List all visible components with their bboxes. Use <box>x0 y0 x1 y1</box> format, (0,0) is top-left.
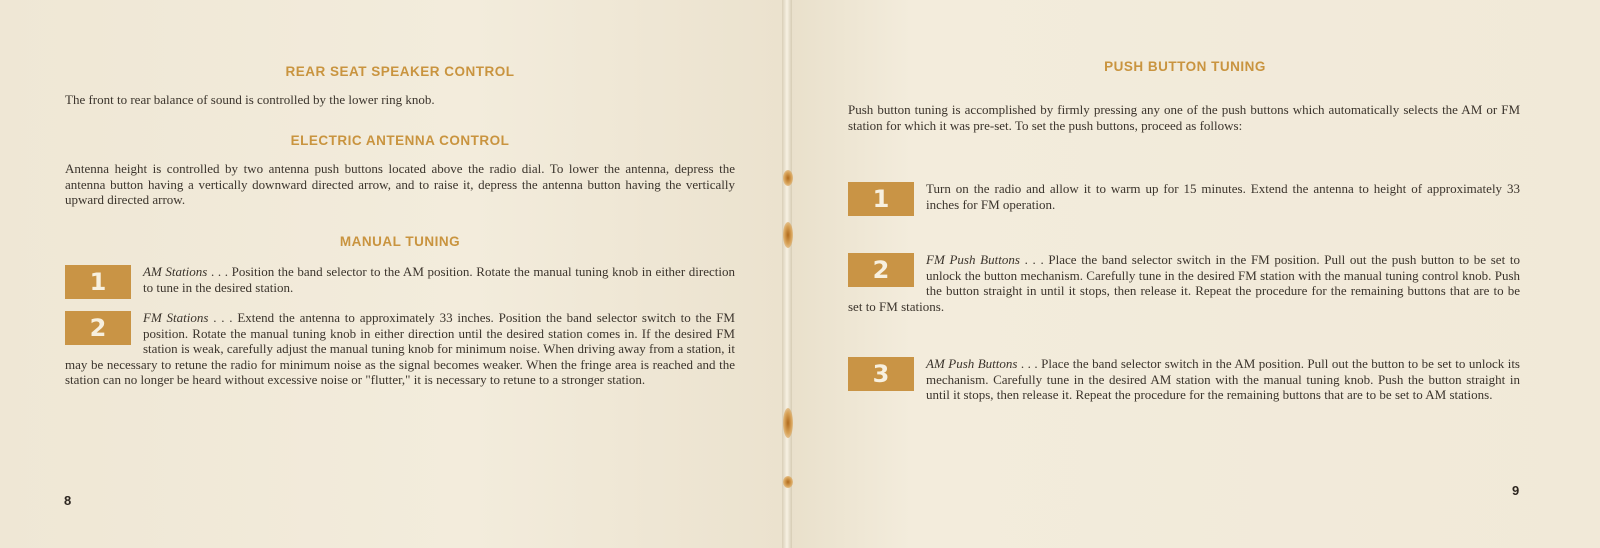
left-page <box>0 0 784 548</box>
step-number-badge: 2 <box>65 311 131 345</box>
page-number: 9 <box>1512 483 1520 498</box>
step-number-badge: 1 <box>848 182 914 216</box>
heading-push-button-tuning: PUSH BUTTON TUNING <box>1104 59 1266 74</box>
rear-seat-speaker-text: The front to rear balance of sound is controlled by the lower ring knob. <box>65 92 435 107</box>
staple-stain <box>783 408 793 438</box>
staple-stain <box>783 222 793 248</box>
step-text: Turn on the radio and allow it to warm up for 15 minutes. Extend the antenna to height of approximately 33 inches for FM operation. <box>926 181 1520 212</box>
binding-gutter <box>782 0 792 548</box>
step-lead: FM Push Buttons <box>926 252 1020 267</box>
step-lead: FM Stations <box>143 310 209 325</box>
staple-stain <box>783 170 793 186</box>
heading-manual-tuning: MANUAL TUNING <box>339 234 461 249</box>
right-page <box>790 0 1600 548</box>
step-am-push-buttons <box>848 356 1520 403</box>
step-fm-push-buttons <box>848 252 1520 314</box>
staple-stain <box>783 476 793 488</box>
step-number-badge: 1 <box>65 265 131 299</box>
step-fm-stations <box>65 310 735 388</box>
heading-rear-seat-speaker: REAR SEAT SPEAKER CONTROL <box>285 64 515 79</box>
step-text: . . . Place the band selector switch in the FM position. Pull out the push button to be set to unlock the button mechanism. Carefully tune in the desired FM station with the manual tuning control knob. Push the button straight in until it stops, then release it. Repeat the procedure for the remaining buttons that are to be set to FM stations. <box>848 252 1520 314</box>
step-text: . . . Extend the antenna to approximately 33 inches. Position the band selector switch to the FM position. Rotate the manual tuning knob in either direction until the desired station comes in. If the desired FM station is weak, carefully adjust the manual tuning knob for minimum noise. When driving away from a station, it may be necessary to retune the radio for minimum noise as the signal becomes weaker. When the fringe area is reached and the station can no longer be heard without excessive noise or "flutter," it is necessary to retune to a stronger station. <box>65 310 735 388</box>
step-am-stations <box>65 264 735 301</box>
step-text: . . . Place the band selector switch in the AM position. Pull out the button to be set to unlock its mechanism. Carefully tune in the desired AM station with the manual tuning knob. Push the button straight in until it stops, then release it. Repeat the procedure for the remaining buttons that are to be set to AM stations. <box>926 356 1520 403</box>
step-warm-up <box>848 181 1520 218</box>
step-number-badge: 3 <box>848 357 914 391</box>
electric-antenna-text: Antenna height is controlled by two antenna push buttons located above the radio dial. To lower the antenna, depress the antenna button having a vertically downward directed arrow, and to raise it, depress the antenna button having the vertically upward directed arrow. <box>65 161 735 208</box>
push-button-intro: Push button tuning is accomplished by firmly pressing any one of the push buttons which automatically selects the AM or FM station for which it was pre-set. To set the push buttons, proceed as follows: <box>848 102 1520 133</box>
heading-electric-antenna: ELECTRIC ANTENNA CONTROL <box>290 133 510 148</box>
step-lead: AM Push Buttons <box>926 356 1018 371</box>
step-number-badge: 2 <box>848 253 914 287</box>
step-text: . . . Position the band selector to the AM position. Rotate the manual tuning knob in either direction to tune in the desired station. <box>143 264 735 295</box>
step-lead: AM Stations <box>143 264 208 279</box>
page-number: 8 <box>64 493 72 508</box>
